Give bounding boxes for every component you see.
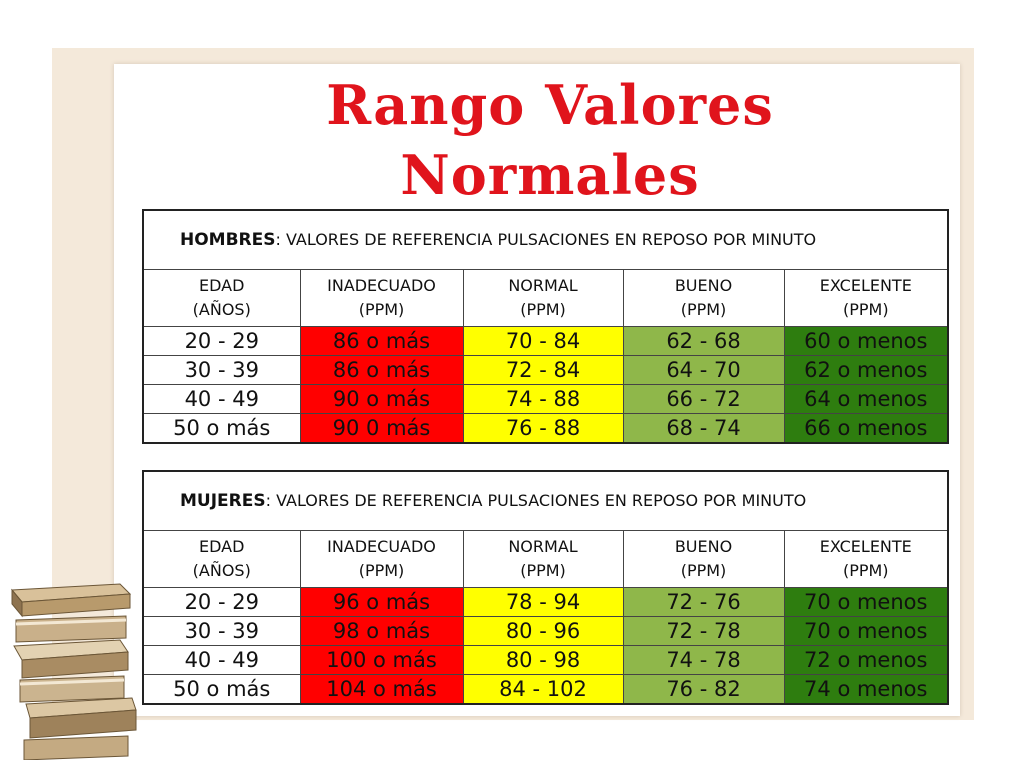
excelente-cell: 70 o menos [784, 588, 948, 617]
column-header-bueno: BUENO (PPM) [623, 531, 784, 588]
table-row [143, 588, 948, 617]
excelente-cell: 66 o menos [784, 414, 948, 444]
table-row [143, 327, 948, 356]
column-header-bueno: BUENO (PPM) [623, 270, 784, 327]
table-row [143, 617, 948, 646]
excelente-cell: 62 o menos [784, 356, 948, 385]
caption-text: : VALORES DE REFERENCIA PULSACIONES EN REPOSO POR MINUTO [265, 491, 807, 510]
column-header-normal: NORMAL (PPM) [463, 531, 623, 588]
mujeres-table [142, 470, 949, 705]
age-cell: 40 - 49 [143, 646, 300, 675]
normal-cell: 80 - 96 [463, 617, 623, 646]
excelente-cell: 70 o menos [784, 617, 948, 646]
caption-text: : VALORES DE REFERENCIA PULSACIONES EN REPOSO POR MINUTO [275, 230, 817, 249]
normal-cell: 70 - 84 [463, 327, 623, 356]
column-header-excelente: EXCELENTE (PPM) [784, 270, 948, 327]
table-row [143, 646, 948, 675]
excelente-cell: 72 o menos [784, 646, 948, 675]
inadecuado-cell: 104 o más [300, 675, 463, 705]
bueno-cell: 64 - 70 [623, 356, 784, 385]
age-cell: 30 - 39 [143, 356, 300, 385]
normal-cell: 74 - 88 [463, 385, 623, 414]
inadecuado-cell: 90 o más [300, 385, 463, 414]
group-label: HOMBRES [180, 230, 276, 250]
inadecuado-cell: 86 o más [300, 327, 463, 356]
inadecuado-cell: 86 o más [300, 356, 463, 385]
stacked-books-icon [8, 580, 138, 760]
excelente-cell: 64 o menos [784, 385, 948, 414]
normal-cell: 84 - 102 [463, 675, 623, 705]
group-label: MUJERES [180, 491, 266, 511]
column-header-normal: NORMAL (PPM) [463, 270, 623, 327]
age-cell: 50 o más [143, 414, 300, 444]
bueno-cell: 66 - 72 [623, 385, 784, 414]
age-cell: 20 - 29 [143, 588, 300, 617]
bueno-cell: 72 - 76 [623, 588, 784, 617]
age-cell: 20 - 29 [143, 327, 300, 356]
inadecuado-cell: 90 0 más [300, 414, 463, 444]
slide-title-line-2: Normales [400, 143, 700, 207]
normal-cell: 72 - 84 [463, 356, 623, 385]
column-header-edad: EDAD (AÑOS) [143, 270, 300, 327]
bueno-cell: 62 - 68 [623, 327, 784, 356]
inadecuado-cell: 100 o más [300, 646, 463, 675]
bueno-cell: 76 - 82 [623, 675, 784, 705]
column-header-edad: EDAD (AÑOS) [143, 531, 300, 588]
normal-cell: 80 - 98 [463, 646, 623, 675]
slide-title [280, 70, 820, 210]
hombres-table [142, 209, 949, 444]
age-cell: 50 o más [143, 675, 300, 705]
table-row [143, 675, 948, 705]
table-row [143, 356, 948, 385]
normal-cell: 78 - 94 [463, 588, 623, 617]
bueno-cell: 68 - 74 [623, 414, 784, 444]
column-header-excelente: EXCELENTE (PPM) [784, 531, 948, 588]
column-header-inadecuado: INADECUADO (PPM) [300, 270, 463, 327]
table-row [143, 385, 948, 414]
inadecuado-cell: 98 o más [300, 617, 463, 646]
table-caption [143, 471, 948, 531]
bueno-cell: 74 - 78 [623, 646, 784, 675]
bueno-cell: 72 - 78 [623, 617, 784, 646]
table-row [143, 414, 948, 444]
column-header-inadecuado: INADECUADO (PPM) [300, 531, 463, 588]
age-cell: 40 - 49 [143, 385, 300, 414]
excelente-cell: 74 o menos [784, 675, 948, 705]
slide-title-line-1: Rango Valores [326, 73, 774, 137]
age-cell: 30 - 39 [143, 617, 300, 646]
inadecuado-cell: 96 o más [300, 588, 463, 617]
table-caption [143, 210, 948, 270]
excelente-cell: 60 o menos [784, 327, 948, 356]
normal-cell: 76 - 88 [463, 414, 623, 444]
